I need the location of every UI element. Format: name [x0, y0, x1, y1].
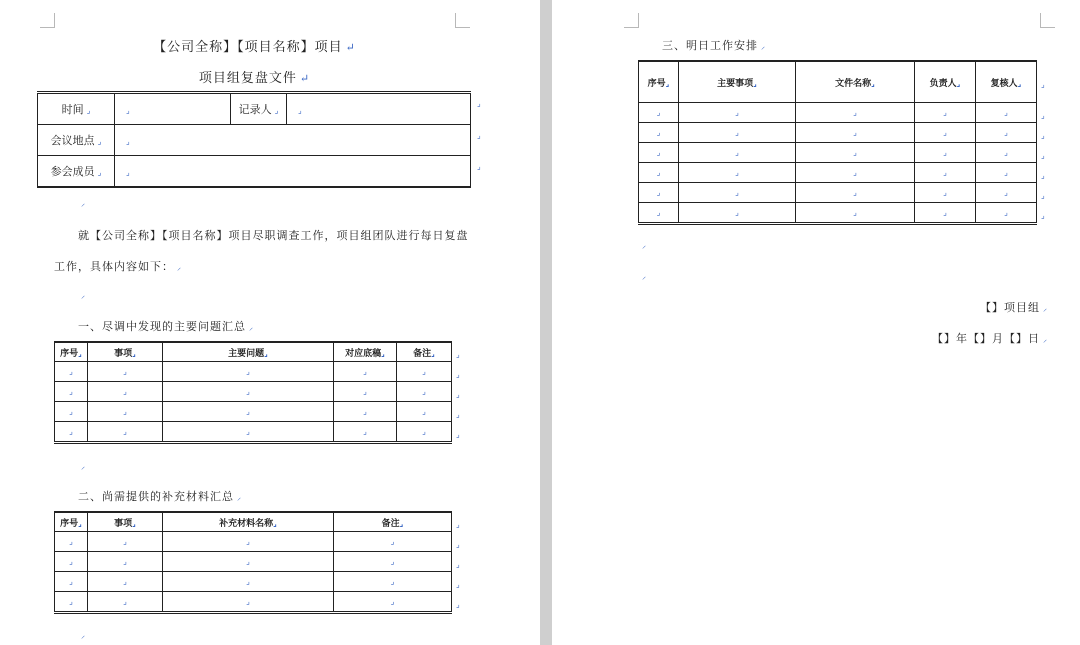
table-cell[interactable]: [55, 532, 88, 552]
table-cell[interactable]: [976, 103, 1037, 123]
col-header: 复核人⌟: [976, 61, 1037, 103]
cell-end-mark: ⌟: [363, 366, 367, 376]
col-header: 序号⌟: [639, 61, 679, 103]
cell-end-mark: ⌟: [69, 366, 73, 376]
row-end-mark: ⌟: [1041, 150, 1045, 160]
table-row: [639, 163, 1037, 183]
intro-line2[interactable]: 工作，具体内容如下： ⸝: [54, 260, 182, 273]
table-cell[interactable]: [639, 163, 679, 183]
cell-end-mark: ⌟: [390, 556, 395, 566]
table-cell[interactable]: [976, 143, 1037, 163]
table-row: [55, 362, 452, 382]
table-cell[interactable]: [976, 163, 1037, 183]
table-cell[interactable]: [55, 592, 88, 613]
cell-end-mark: ⌟: [123, 426, 127, 436]
margin-corner-mark: [624, 13, 639, 28]
cell-end-mark: ⌟: [1004, 127, 1008, 137]
row-end-mark: ⌟: [456, 430, 460, 439]
row-end-mark: ⌟: [456, 579, 460, 589]
col-header: 主要问题⌟: [163, 342, 334, 362]
cell-end-mark: ⌟: [123, 366, 127, 376]
cell-end-mark: ⌟: [735, 127, 739, 137]
table-cell[interactable]: [334, 362, 397, 382]
cell-end-mark: ⌟: [123, 596, 127, 606]
cell-end-mark: ⌟: [853, 187, 857, 197]
table-cell[interactable]: [976, 123, 1037, 143]
time-value-cell[interactable]: ⌟: [115, 93, 231, 125]
cell-end-mark: ⌟: [1004, 187, 1008, 197]
empty-paragraph-mark: ⸝: [642, 272, 646, 281]
table-cell[interactable]: [88, 592, 163, 613]
table-cell[interactable]: [163, 552, 334, 572]
cell-end-mark: ⌟: [69, 406, 73, 416]
table-cell[interactable]: [796, 143, 915, 163]
cell-end-mark: ⌟: [656, 127, 661, 137]
row-end-mark: ⌟: [456, 369, 460, 379]
col-header: 事项⌟: [88, 512, 163, 532]
cell-end-mark: ⌟: [363, 426, 367, 436]
cell-end-mark: ⌟: [943, 207, 947, 217]
col-header: 文件名称⌟: [796, 61, 915, 103]
row-end-mark: ⌟: [456, 349, 460, 359]
col-header: 序号⌟: [55, 512, 88, 532]
empty-paragraph-mark: ⸝: [81, 631, 85, 640]
table-cell[interactable]: [915, 123, 976, 143]
members-label: 参会成员 ⌟: [38, 156, 115, 188]
table-cell[interactable]: [334, 592, 452, 613]
table-cell[interactable]: [163, 532, 334, 552]
table-cell[interactable]: [163, 572, 334, 592]
cell-end-mark: ⌟: [123, 536, 127, 546]
row-end-mark: ⌟: [477, 162, 481, 171]
cell-end-mark: ⌟: [246, 596, 250, 606]
row-end-mark: ⌟: [456, 600, 460, 609]
cell-end-mark: ⌟: [943, 167, 947, 177]
table-cell[interactable]: [915, 203, 976, 224]
cell-end-mark: ⌟: [123, 406, 127, 416]
table-cell[interactable]: [334, 532, 452, 552]
table-row: [639, 203, 1037, 224]
cell-end-mark: ⌟: [1004, 147, 1008, 157]
cell-end-mark: ⌟: [853, 167, 857, 177]
cell-end-mark: ⌟: [390, 596, 395, 606]
table-cell[interactable]: [679, 163, 796, 183]
table-cell[interactable]: [88, 382, 163, 402]
margin-corner-mark: [455, 13, 470, 28]
table-cell[interactable]: [55, 402, 88, 422]
empty-paragraph-mark: ⸝: [642, 241, 646, 250]
issues-table: [54, 341, 452, 444]
cell-end-mark: ⌟: [69, 536, 73, 546]
cell-end-mark: ⌟: [363, 406, 367, 416]
cell-end-mark: ⌟: [735, 167, 739, 177]
table-cell[interactable]: [55, 382, 88, 402]
meeting-info-table: [37, 91, 471, 188]
time-label: 时间 ⌟: [38, 93, 115, 125]
table-cell[interactable]: [88, 422, 163, 443]
cell-end-mark: ⌟: [656, 107, 661, 117]
table-cell[interactable]: [334, 552, 452, 572]
row-end-mark: ⌟: [456, 409, 460, 419]
table-cell[interactable]: [163, 422, 334, 443]
cell-end-mark: ⌟: [735, 147, 739, 157]
table-row: [639, 183, 1037, 203]
table-cell[interactable]: [796, 103, 915, 123]
table-cell[interactable]: [679, 183, 796, 203]
row-end-mark: ⌟: [477, 131, 481, 140]
cell-end-mark: ⌟: [656, 207, 661, 217]
table-cell[interactable]: [796, 183, 915, 203]
row-end-mark: ⌟: [1041, 110, 1045, 120]
empty-paragraph-mark: ⸝: [81, 291, 85, 300]
table-cell[interactable]: [915, 103, 976, 123]
table-row: [55, 532, 452, 552]
signature-project-group[interactable]: 【】项目组 ⸝: [980, 301, 1048, 314]
table-cell[interactable]: [679, 203, 796, 224]
margin-corner-mark: [40, 13, 55, 28]
col-header: 事项⌟: [88, 342, 163, 362]
cell-end-mark: ⌟: [1004, 107, 1008, 117]
table-row: [55, 382, 452, 402]
cell-end-mark: ⌟: [735, 107, 739, 117]
cell-end-mark: ⌟: [390, 536, 395, 546]
cell-end-mark: ⌟: [943, 107, 947, 117]
table-row: [639, 143, 1037, 163]
cell-end-mark: ⌟: [246, 576, 250, 586]
materials-table: [54, 511, 452, 614]
col-header: 负责人⌟: [915, 61, 976, 103]
page-gutter: [540, 0, 552, 645]
table-cell[interactable]: [397, 402, 452, 422]
table-cell[interactable]: [55, 552, 88, 572]
cell-end-mark: ⌟: [656, 147, 661, 157]
empty-paragraph-mark: ⸝: [81, 199, 85, 208]
row-end-mark: ⌟: [1041, 79, 1045, 89]
row-end-mark: ⌟: [1041, 211, 1045, 220]
table-cell[interactable]: [639, 123, 679, 143]
cell-end-mark: ⌟: [246, 426, 250, 436]
table-row: [55, 552, 452, 572]
members-value-cell[interactable]: ⌟: [115, 156, 471, 188]
cell-end-mark: ⌟: [69, 576, 73, 586]
row-end-mark: ⌟: [456, 559, 460, 569]
table-cell[interactable]: [88, 402, 163, 422]
intro-line1[interactable]: 就【公司全称】【项目名称】项目尽职调查工作，项目组团队进行每日复盘: [78, 229, 469, 242]
row-end-mark: ⌟: [1041, 170, 1045, 180]
table-cell[interactable]: [639, 183, 679, 203]
table-cell[interactable]: [55, 362, 88, 382]
cell-end-mark: ⌟: [246, 536, 250, 546]
margin-corner-mark: [1040, 13, 1055, 28]
table-cell[interactable]: [88, 552, 163, 572]
cell-end-mark: ⌟: [1004, 167, 1008, 177]
table-cell[interactable]: [679, 123, 796, 143]
cell-end-mark: ⌟: [123, 386, 127, 396]
table-cell[interactable]: [88, 362, 163, 382]
cell-end-mark: ⌟: [69, 386, 73, 396]
table-cell[interactable]: [976, 203, 1037, 224]
location-value-cell[interactable]: ⌟: [115, 125, 471, 156]
recorder-label: 记录人 ⌟: [231, 93, 287, 125]
document-title-line2[interactable]: 项目组复盘文件 ↵: [198, 71, 311, 86]
table-cell[interactable]: [796, 203, 915, 224]
table-cell[interactable]: [88, 572, 163, 592]
row-end-mark: ⌟: [477, 99, 481, 108]
cell-end-mark: ⌟: [853, 127, 857, 137]
col-header: 对应底稿⌟: [334, 342, 397, 362]
cell-end-mark: ⌟: [422, 366, 426, 376]
table-row: [55, 592, 452, 613]
row-end-mark: ⌟: [1041, 130, 1045, 140]
table-cell[interactable]: [796, 163, 915, 183]
cell-end-mark: ⌟: [69, 556, 73, 566]
cell-end-mark: ⌟: [246, 366, 250, 376]
signature-date[interactable]: 【】年【】月【】日 ⸝: [932, 332, 1048, 345]
col-header: 备注⌟: [334, 512, 452, 532]
row-end-mark: ⌟: [456, 389, 460, 399]
section3-heading[interactable]: 三、明日工作安排 ⸝: [662, 39, 766, 52]
table-cell[interactable]: [796, 123, 915, 143]
cell-end-mark: ⌟: [656, 187, 661, 197]
cell-end-mark: ⌟: [69, 596, 73, 606]
location-label: 会议地点 ⌟: [38, 125, 115, 156]
table-cell[interactable]: [55, 422, 88, 443]
section1-heading[interactable]: 一、尽调中发现的主要问题汇总 ⸝: [78, 320, 254, 333]
empty-paragraph-mark: ⸝: [81, 462, 85, 471]
table-cell[interactable]: [163, 382, 334, 402]
cell-end-mark: ⌟: [246, 406, 250, 416]
cell-end-mark: ⌟: [1004, 207, 1008, 217]
table-cell[interactable]: [639, 143, 679, 163]
table-cell[interactable]: [915, 143, 976, 163]
cell-end-mark: ⌟: [735, 187, 739, 197]
table-cell[interactable]: [915, 163, 976, 183]
row-end-mark: ⌟: [1041, 190, 1045, 200]
cell-end-mark: ⌟: [853, 107, 857, 117]
cell-end-mark: ⌟: [422, 426, 426, 436]
col-header: 主要事项⌟: [679, 61, 796, 103]
document-page-right: [552, 0, 1080, 645]
table-cell[interactable]: [334, 382, 397, 402]
cell-end-mark: ⌟: [246, 386, 250, 396]
table-cell[interactable]: [55, 572, 88, 592]
table-row: [55, 402, 452, 422]
table-cell[interactable]: [397, 362, 452, 382]
cell-end-mark: ⌟: [943, 187, 947, 197]
cell-end-mark: ⌟: [422, 406, 426, 416]
row-end-mark: ⌟: [456, 539, 460, 549]
cell-end-mark: ⌟: [853, 207, 857, 217]
col-header: 备注⌟: [397, 342, 452, 362]
tomorrow-plan-table: [638, 60, 1037, 225]
table-cell[interactable]: [976, 183, 1037, 203]
cell-end-mark: ⌟: [363, 386, 367, 396]
table-cell[interactable]: [397, 422, 452, 443]
cell-end-mark: ⌟: [69, 426, 73, 436]
table-cell[interactable]: [639, 103, 679, 123]
cell-end-mark: ⌟: [943, 127, 947, 137]
table-cell[interactable]: [679, 143, 796, 163]
cell-end-mark: ⌟: [943, 147, 947, 157]
table-cell[interactable]: [915, 183, 976, 203]
document-title-line1[interactable]: 【公司全称】【项目名称】项目 ↵: [153, 40, 356, 55]
table-cell[interactable]: [88, 532, 163, 552]
table-row: [639, 103, 1037, 123]
table-row: [639, 123, 1037, 143]
cell-end-mark: ⌟: [390, 576, 395, 586]
table-cell[interactable]: [334, 402, 397, 422]
section2-heading[interactable]: 二、尚需提供的补充材料汇总 ⸝: [78, 490, 242, 503]
cell-end-mark: ⌟: [123, 556, 127, 566]
cell-end-mark: ⌟: [853, 147, 857, 157]
table-row: [55, 572, 452, 592]
table-cell[interactable]: [163, 362, 334, 382]
cell-end-mark: ⌟: [246, 556, 250, 566]
table-cell[interactable]: [334, 572, 452, 592]
cell-end-mark: ⌟: [735, 207, 739, 217]
table-cell[interactable]: [334, 422, 397, 443]
table-cell[interactable]: [397, 382, 452, 402]
table-cell[interactable]: [639, 203, 679, 224]
table-cell[interactable]: [679, 103, 796, 123]
table-row: [55, 422, 452, 443]
table-cell[interactable]: [163, 592, 334, 613]
recorder-value-cell[interactable]: ⌟: [287, 93, 471, 125]
cell-end-mark: ⌟: [422, 386, 426, 396]
col-header: 序号⌟: [55, 342, 88, 362]
cell-end-mark: ⌟: [123, 576, 127, 586]
col-header: 补充材料名称⌟: [163, 512, 334, 532]
cell-end-mark: ⌟: [656, 167, 661, 177]
row-end-mark: ⌟: [456, 519, 460, 529]
table-cell[interactable]: [163, 402, 334, 422]
